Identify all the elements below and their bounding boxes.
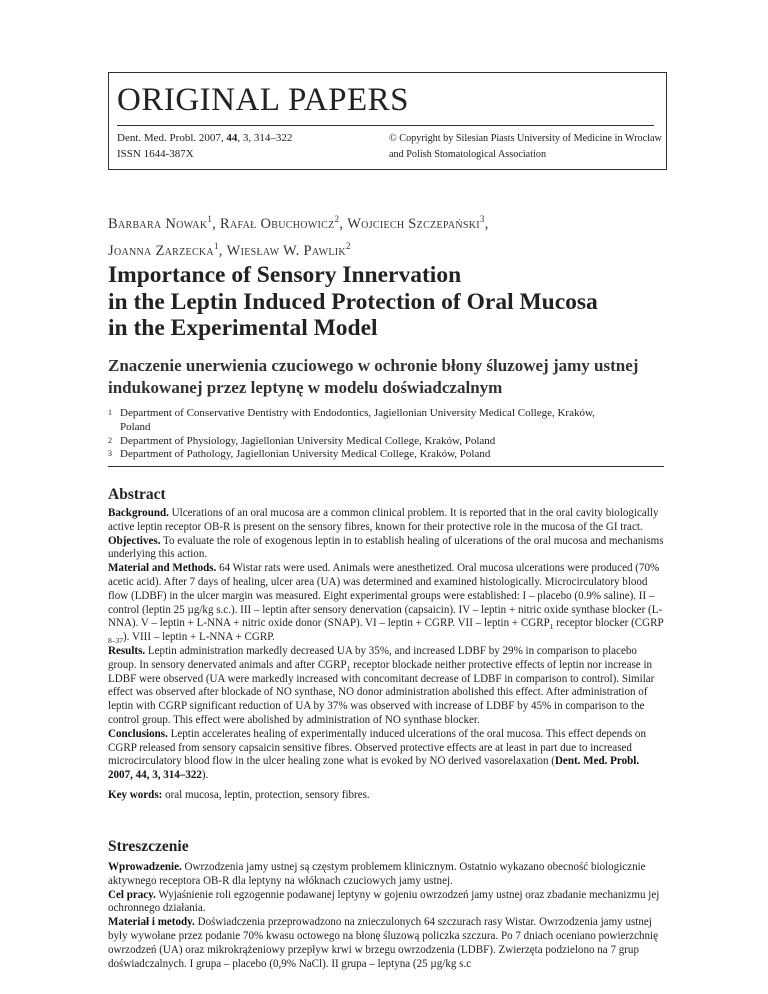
paper-title [108, 262, 668, 342]
abstract-conclusions: Conclusions. Leptin accelerates healing of experimentally induced ulcerations of the oral mucosa. This effect depends on CGRP released from sensory capsaicin sensitive fibres. Observed protective effects are at least in part due to increased microcirculatory blood flow in the ulcer healing zone what is evoked by NO derived vasorelaxation (Dent. Med. Probl. 2007, 44, 3, 314–322). [108, 727, 646, 782]
abstract-results: Results. Leptin administration markedly decreased UA by 35%, and increased LDBF by 29% in comparison to placebo group. In sensory denervated animals and after $CGRP_1$ receptor blockade neither protective effects of leptin nor increase in LDBF were observed (UA were markedly increased with concomitant decrease of LDBF in comparison to control). Similar effect was observed after blockade of NO synthase, NO donor administration abolished this effect. After administration of leptin with CGRP significant reduction of UA by 37% was observed with increase of LDBF by 45% in comparison to the control group. This effect were abolished by administration of NO synthase blocker. [108, 644, 655, 726]
streszczenie-methods: Materiał i metody. Doświadczenia przeprowadzono na znieczulonych 64 szczurach rasy Wistar. Owrzodzenia jamy ustnej były wywołane przez podanie 70% kwasu octowego na błonę śluzową policzka szczura. Po 7 dniach oceniano powierzchnię owrzodzeń (UA) oraz mikrokrążeniowy przepływ krwi w brzegu owrzodzenia (LDBF). Zwierzęta podzielono na 7 grup doświadczalnych. I grupa – placebo (0,9% NaCl). II grupa – leptyna (25 µg/kg s.c [108, 916, 659, 970]
keywords: Key words: oral mucosa, leptin, protection, sensory fibres. [108, 788, 370, 801]
citation [117, 131, 292, 162]
affiliation-item: 2 Department of Physiology, Jagiellonian University Medical College, Kraków, Poland [108, 434, 496, 447]
journal-section-label: ORIGINAL PAPERS [117, 82, 410, 118]
issn: ISSN 1644-387X [117, 147, 194, 160]
author-name: Wojciech Szczepański [347, 215, 480, 232]
streszczenie-body [108, 861, 664, 971]
affiliation-mark: 3 [479, 214, 485, 224]
author-name: Joanna Zarzecka [108, 242, 214, 259]
affiliation-mark: 2 [334, 214, 340, 224]
author-name: Rafał Obuchowicz [220, 215, 335, 232]
streszczenie-goal: Cel pracy. Wyjaśnienie roli egzogennie podawanej leptyny w gojeniu owrzodzeń jamy ustnej oraz zbadanie mechanizmu jej ochronnego działania. [108, 888, 660, 915]
copyright-line-1: © Copyright by Silesian Piasts University of Medicine in Wrocław [389, 133, 662, 144]
abstract-methods: Material and Methods. 64 Wistar rats were used. Animals were anesthetized. Oral mucosa ulcerations were produced (70% acetic acid). After 7 days of healing, ulcer area (UA) was determined and examined histologically. Microcirculatory blood flow (LDBF) in the ulcer margin was measured. Eight experimental groups were established: I – placebo (0.9% saline). II – control (leptin 25 µg/kg s.c.). III – leptin after sensory denervation (capsaicin). IV – leptin + nitric oxide synthase blocker (L-NNA). V – leptin + L-NNA + nitric oxide donor (SNAP). VI – leptin + CGRP. VII – leptin + $CGRP_1$ receptor blocker (CGRP $_{8-37}$). VIII – leptin + L-NNA + CGRP. [108, 562, 664, 646]
author-list: Barbara Nowak$^1$, Rafał Obuchowicz$^2$, Wojciech Szczepański$^3$, Joanna Zarzecka$^1$, Wiesław W. Pawlik$^2$ [108, 214, 489, 259]
affiliation-mark: 1 [213, 240, 219, 251]
subtitle-line: indukowanej przez leptynę w modelu doświadczalnym [108, 378, 503, 397]
affiliations [108, 407, 674, 462]
subtitle-line: Znaczenie unerwienia czuciowego w ochronie błony śluzowej jamy ustnej [108, 356, 639, 375]
title-line: in the Experimental Model [108, 315, 378, 341]
header-rule [117, 125, 654, 126]
affiliation-mark: 1 [207, 214, 213, 224]
title-line: Importance of Sensory Innervation [108, 262, 462, 288]
citation-line: Dent. Med. Probl. 2007, 44, 3, 314–322 [117, 132, 293, 144]
author-name: Barbara Nowak [108, 215, 208, 232]
affiliation-mark: 2 [345, 240, 351, 251]
copyright-line-2: and Polish Stomatological Association [389, 148, 547, 160]
abstract-body [108, 507, 664, 803]
paper-subtitle [108, 355, 708, 399]
streszczenie-intro: Wprowadzenie. Owrzodzenia jamy ustnej są częstym problemem klinicznym. Ostatnio wykazano obecność biologicznie aktywnego receptora OB-R dla leptyny na włóknach czuciowych jamy ustnej. [108, 861, 646, 887]
author-name: Wiesław W. Pawlik [226, 242, 346, 259]
abstract-objectives: Objectives. To evaluate the role of exogenous leptin in to establish healing of ulcerations of the oral mucosa and mechanisms underlying this action. [108, 534, 664, 561]
abstract-background: Background. Ulcerations of an oral mucosa are a common clinical problem. It is reported that in the oral cavity biologically active leptin receptor OB-R is present on the sensory fibres, known for their protective role in the mucosa of the GI tract. [108, 507, 659, 533]
section-divider [108, 466, 664, 467]
affiliation-item: 1 Department of Conservative Dentistry with Endodontics, Jagiellonian University Medical College, Kraków, Poland [108, 407, 595, 433]
copyright [389, 131, 662, 162]
title-line: in the Leptin Induced Protection of Oral Mucosa [108, 288, 598, 315]
abstract-heading: Abstract [108, 486, 166, 503]
streszczenie-heading: Streszczenie [108, 838, 189, 855]
affiliation-item: 3 Department of Pathology, Jagiellonian University Medical College, Kraków, Poland [108, 448, 491, 461]
